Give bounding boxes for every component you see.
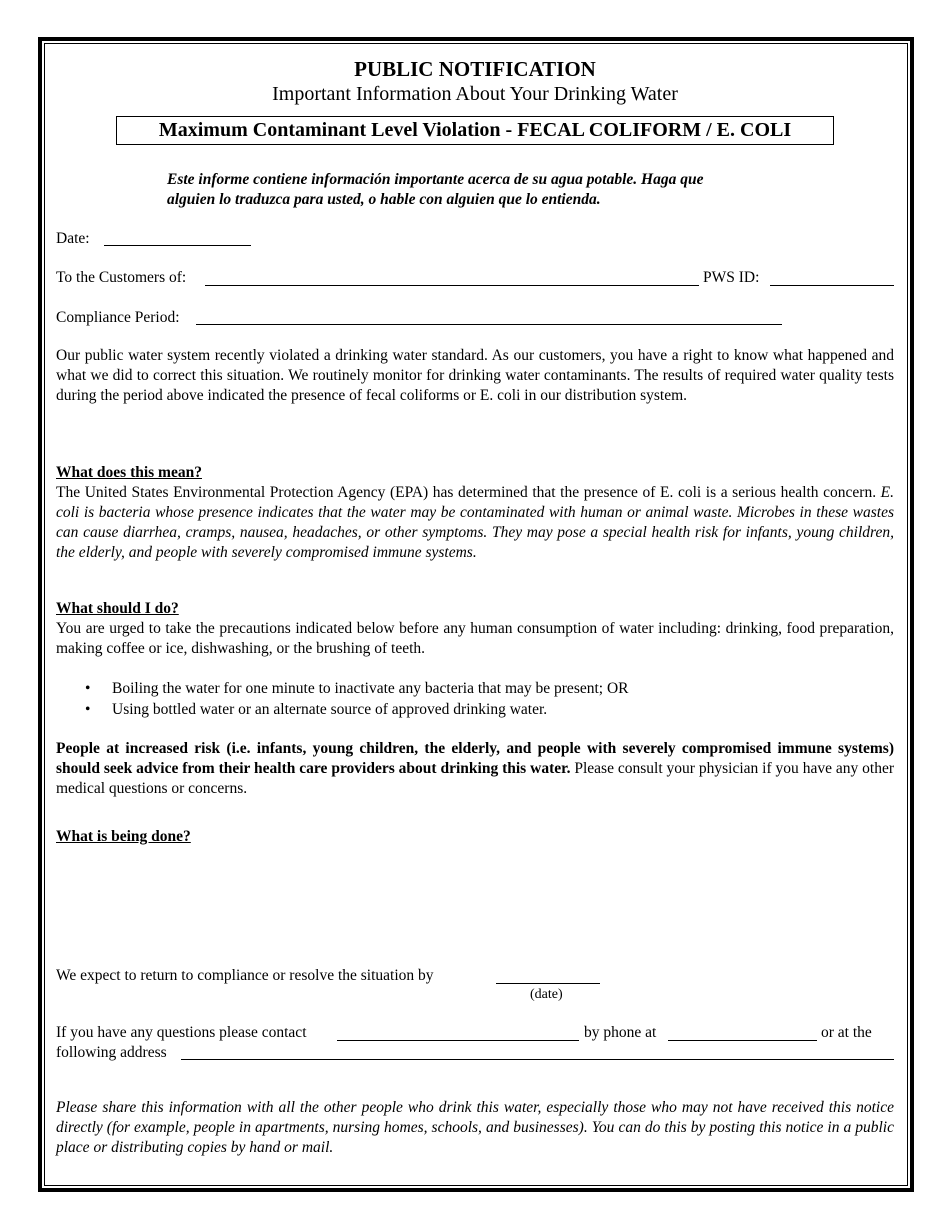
bullet-icon: •: [85, 701, 91, 718]
compliance-date-field-line[interactable]: [496, 983, 600, 984]
compliance-expectation-text: We expect to return to compliance or resolve the situation by: [56, 967, 434, 984]
contact-phone-field-line[interactable]: [668, 1040, 817, 1041]
pws-id-field-line[interactable]: [770, 285, 894, 286]
page-subtitle: Important Information About Your Drinking Water: [272, 83, 678, 105]
closing-paragraph: Please share this information with all the other people who drink this water, especially those who may not have received this notice directly (for example, people in apartments, nursing homes, schools, and businesses). You can do this by posting this notice in a public place or distributing copies by hand or mail.: [56, 1099, 894, 1156]
bullet-item-boil: Boiling the water for one minute to inactivate any bacteria that may be present; OR: [112, 680, 629, 697]
violation-banner: Maximum Contaminant Level Violation - FECAL COLIFORM / E. COLI: [116, 116, 834, 145]
meaning-text-plain: The United States Environmental Protection Agency (EPA) has determined that the presence of E. coli is a serious health concern.: [56, 484, 877, 501]
compliance-period-label: Compliance Period:: [56, 309, 180, 326]
pws-id-label: PWS ID:: [703, 269, 760, 286]
should-do-heading: What should I do?: [56, 600, 179, 617]
should-do-text: You are urged to take the precautions indicated below before any human consumption of water including: drinking, food preparation, making coffee or ice, dishwashing, or the brushing of teeth.: [56, 620, 894, 657]
contact-text-part1: If you have any questions please contact: [56, 1024, 307, 1041]
date-caption: (date): [530, 987, 563, 1002]
spanish-notice: [167, 170, 807, 210]
intro-paragraph: Our public water system recently violated a drinking water standard. As our customers, you have a right to know what happened and what we did to correct this situation. We routinely monitor for drinking water contaminants. The results of required water quality tests during the period above indicated the presence of fecal coliforms or E. coli in our distribution system.: [56, 347, 894, 404]
date-label: Date:: [56, 230, 90, 247]
contact-text-part2: by phone at: [584, 1024, 657, 1041]
risk-paragraph: [56, 739, 894, 799]
contact-address-field-line[interactable]: [181, 1059, 894, 1060]
should-do-section: [56, 599, 894, 659]
date-field-line[interactable]: [104, 245, 251, 246]
page-title: PUBLIC NOTIFICATION: [354, 57, 596, 81]
risk-plain-text: Please consult your physician if you have any other medical questions or concerns.: [56, 760, 894, 797]
spanish-notice-line2: alguien lo traduzca para usted, o hable con alguien que lo entienda.: [167, 191, 601, 208]
being-done-heading: What is being done?: [56, 828, 191, 845]
meaning-text-italic: E. coli is bacteria whose presence indicates that the water may be contaminated with human or animal waste. Microbes in these wastes can cause diarrhea, cramps, nausea, headaches, or other symptoms. They may pose a special health risk for infants, young children, the elderly, and people with severely compromised immune systems.: [56, 484, 895, 561]
contact-text-part3: or at the: [821, 1024, 872, 1041]
customers-label: To the Customers of:: [56, 269, 187, 286]
customers-field-line[interactable]: [205, 285, 699, 286]
spanish-notice-line1: Este informe contiene información importante acerca de su agua potable. Haga que: [167, 171, 704, 188]
risk-bold-text: People at increased risk (i.e. infants, young children, the elderly, and people with severely compromised immune systems) should seek advice from their health care providers about drinking this water.: [56, 740, 894, 777]
bullet-icon: •: [85, 680, 91, 697]
bullet-item-bottled: Using bottled water or an alternate source of approved drinking water.: [112, 701, 548, 718]
meaning-heading: What does this mean?: [56, 464, 202, 481]
meaning-text: [56, 483, 894, 563]
contact-name-field-line[interactable]: [337, 1040, 579, 1041]
contact-text-part4: following address: [56, 1044, 167, 1061]
compliance-period-field-line[interactable]: [196, 324, 782, 325]
meaning-section: [56, 463, 894, 563]
